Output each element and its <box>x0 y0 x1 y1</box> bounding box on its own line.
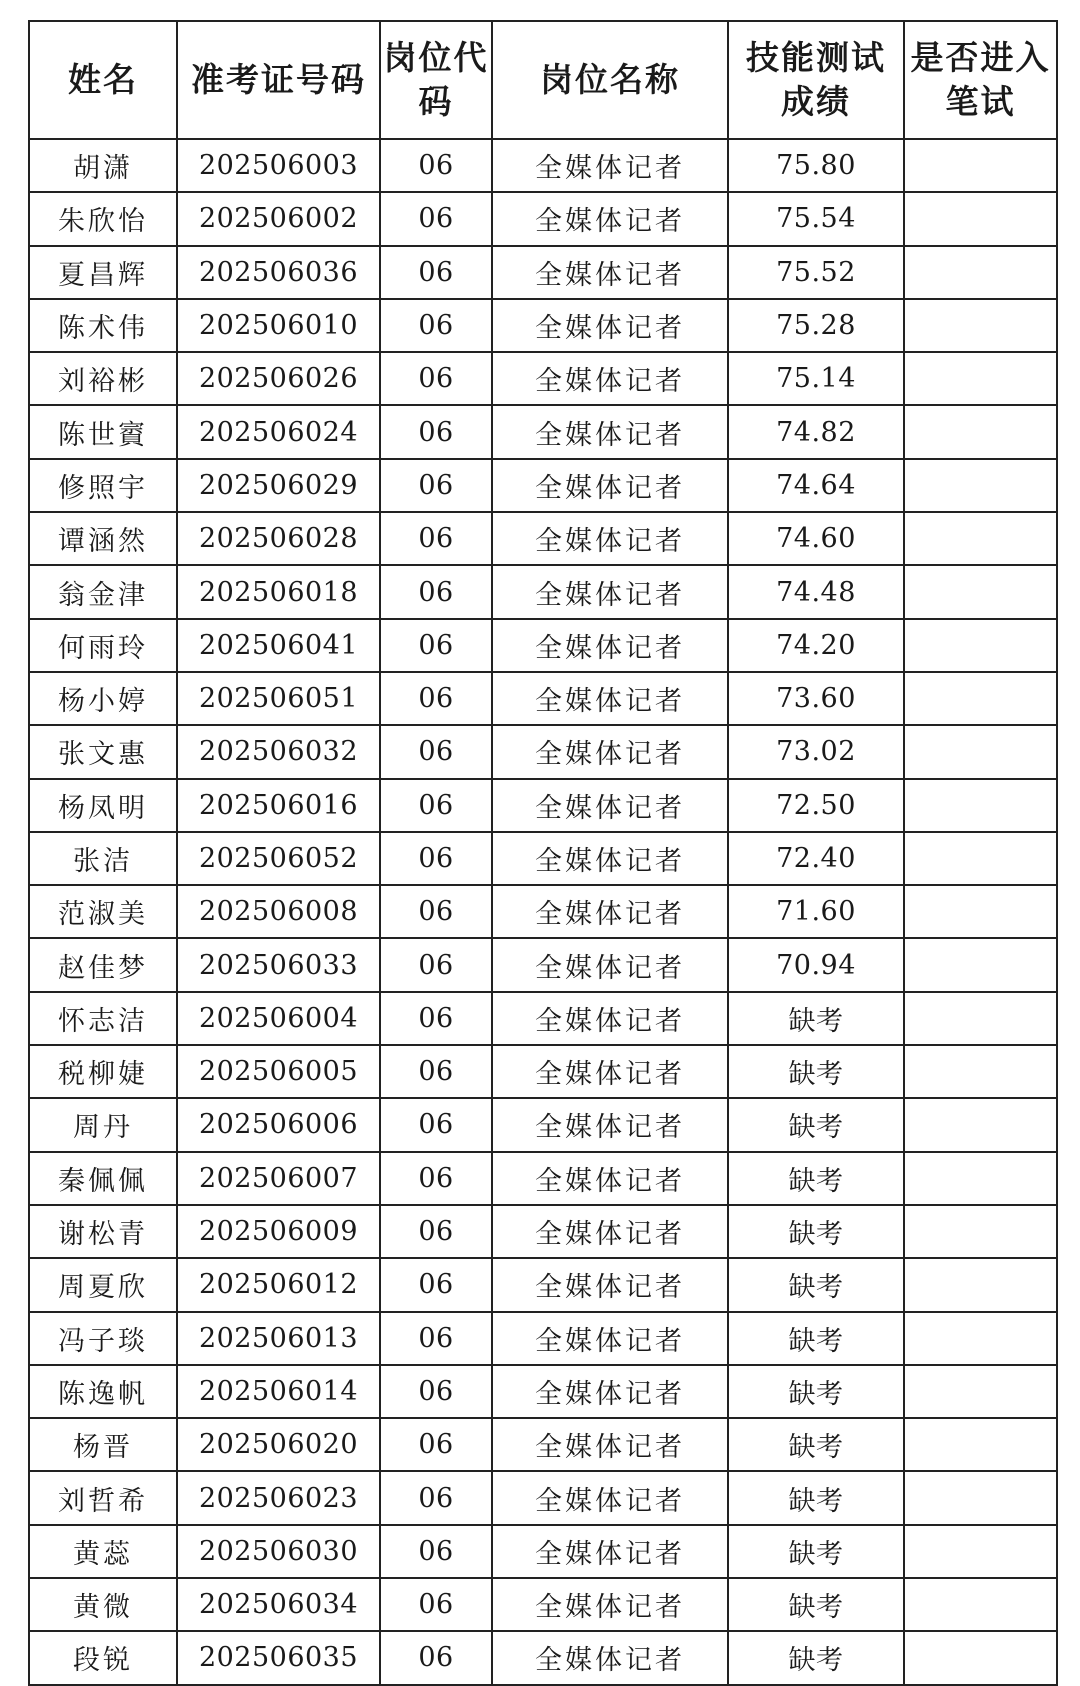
table-row <box>29 619 1057 672</box>
cell-written-exam <box>904 1631 1057 1684</box>
cell-name: 周丹 <box>29 1098 177 1151</box>
cell-ticket-number: 202506010 <box>177 299 380 352</box>
header-written-exam: 是否进入笔试 <box>904 21 1057 139</box>
table-row <box>29 672 1057 725</box>
cell-position-name: 全媒体记者 <box>492 1471 728 1524</box>
cell-position-code: 06 <box>380 1312 492 1365</box>
cell-skill-score: 缺考 <box>728 1045 904 1098</box>
cell-position-code: 06 <box>380 1205 492 1258</box>
cell-position-name: 全媒体记者 <box>492 1525 728 1578</box>
header-position-code: 岗位代码 <box>380 21 492 139</box>
cell-ticket-number: 202506028 <box>177 512 380 565</box>
cell-name: 黄蕊 <box>29 1525 177 1578</box>
table-row <box>29 779 1057 832</box>
cell-name: 杨小婷 <box>29 672 177 725</box>
cell-position-code: 06 <box>380 832 492 885</box>
cell-skill-score: 74.60 <box>728 512 904 565</box>
table-body <box>29 139 1057 1685</box>
table-row <box>29 299 1057 352</box>
cell-skill-score: 75.52 <box>728 246 904 299</box>
cell-skill-score: 74.82 <box>728 405 904 458</box>
cell-position-name: 全媒体记者 <box>492 352 728 405</box>
cell-written-exam <box>904 1312 1057 1365</box>
cell-skill-score: 缺考 <box>728 1631 904 1684</box>
cell-position-code: 06 <box>380 352 492 405</box>
table-row <box>29 1365 1057 1418</box>
cell-position-name: 全媒体记者 <box>492 1152 728 1205</box>
cell-position-name: 全媒体记者 <box>492 192 728 245</box>
cell-position-code: 06 <box>380 885 492 938</box>
cell-position-name: 全媒体记者 <box>492 619 728 672</box>
cell-position-code: 06 <box>380 1471 492 1524</box>
cell-name: 谭涵然 <box>29 512 177 565</box>
cell-ticket-number: 202506033 <box>177 938 380 991</box>
cell-name: 张文惠 <box>29 725 177 778</box>
cell-written-exam <box>904 1471 1057 1524</box>
cell-skill-score: 缺考 <box>728 1578 904 1631</box>
cell-position-name: 全媒体记者 <box>492 938 728 991</box>
cell-position-code: 06 <box>380 1578 492 1631</box>
cell-ticket-number: 202506016 <box>177 779 380 832</box>
cell-ticket-number: 202506026 <box>177 352 380 405</box>
cell-written-exam <box>904 246 1057 299</box>
cell-written-exam <box>904 1578 1057 1631</box>
cell-written-exam <box>904 299 1057 352</box>
table-row <box>29 565 1057 618</box>
cell-position-name: 全媒体记者 <box>492 779 728 832</box>
cell-ticket-number: 202506007 <box>177 1152 380 1205</box>
cell-skill-score: 75.80 <box>728 139 904 192</box>
table-row <box>29 139 1057 192</box>
cell-written-exam <box>904 1365 1057 1418</box>
cell-position-code: 06 <box>380 779 492 832</box>
cell-position-name: 全媒体记者 <box>492 299 728 352</box>
table-row <box>29 1152 1057 1205</box>
cell-written-exam <box>904 512 1057 565</box>
cell-position-name: 全媒体记者 <box>492 565 728 618</box>
cell-skill-score: 缺考 <box>728 1258 904 1311</box>
cell-written-exam <box>904 1152 1057 1205</box>
cell-position-name: 全媒体记者 <box>492 832 728 885</box>
cell-ticket-number: 202506005 <box>177 1045 380 1098</box>
table-row <box>29 832 1057 885</box>
cell-position-code: 06 <box>380 1631 492 1684</box>
cell-ticket-number: 202506036 <box>177 246 380 299</box>
table-row <box>29 1525 1057 1578</box>
table-row <box>29 405 1057 458</box>
cell-name: 修照宇 <box>29 459 177 512</box>
cell-skill-score: 缺考 <box>728 992 904 1045</box>
cell-skill-score: 缺考 <box>728 1365 904 1418</box>
cell-name: 刘裕彬 <box>29 352 177 405</box>
cell-written-exam <box>904 779 1057 832</box>
cell-name: 朱欣怡 <box>29 192 177 245</box>
table-row <box>29 1205 1057 1258</box>
cell-written-exam <box>904 405 1057 458</box>
table-row <box>29 192 1057 245</box>
cell-skill-score: 缺考 <box>728 1418 904 1471</box>
cell-ticket-number: 202506012 <box>177 1258 380 1311</box>
cell-written-exam <box>904 1205 1057 1258</box>
cell-position-name: 全媒体记者 <box>492 1578 728 1631</box>
cell-position-code: 06 <box>380 1152 492 1205</box>
cell-name: 胡潇 <box>29 139 177 192</box>
cell-ticket-number: 202506032 <box>177 725 380 778</box>
cell-position-code: 06 <box>380 459 492 512</box>
cell-written-exam <box>904 725 1057 778</box>
cell-ticket-number: 202506018 <box>177 565 380 618</box>
cell-position-name: 全媒体记者 <box>492 405 728 458</box>
table-row <box>29 725 1057 778</box>
cell-name: 陈逸帆 <box>29 1365 177 1418</box>
header-position-name: 岗位名称 <box>492 21 728 139</box>
cell-position-code: 06 <box>380 725 492 778</box>
table-row <box>29 1418 1057 1471</box>
cell-position-code: 06 <box>380 192 492 245</box>
cell-position-name: 全媒体记者 <box>492 512 728 565</box>
cell-position-code: 06 <box>380 1365 492 1418</box>
cell-ticket-number: 202506008 <box>177 885 380 938</box>
cell-name: 杨晋 <box>29 1418 177 1471</box>
cell-skill-score: 72.50 <box>728 779 904 832</box>
cell-name: 秦佩佩 <box>29 1152 177 1205</box>
cell-written-exam <box>904 672 1057 725</box>
cell-skill-score: 缺考 <box>728 1471 904 1524</box>
table-row <box>29 992 1057 1045</box>
table-row <box>29 459 1057 512</box>
cell-ticket-number: 202506030 <box>177 1525 380 1578</box>
cell-written-exam <box>904 459 1057 512</box>
cell-name: 冯子琰 <box>29 1312 177 1365</box>
cell-skill-score: 75.14 <box>728 352 904 405</box>
cell-ticket-number: 202506013 <box>177 1312 380 1365</box>
cell-position-name: 全媒体记者 <box>492 1631 728 1684</box>
cell-position-name: 全媒体记者 <box>492 1365 728 1418</box>
cell-position-code: 06 <box>380 672 492 725</box>
table-row <box>29 1631 1057 1684</box>
cell-position-name: 全媒体记者 <box>492 139 728 192</box>
cell-name: 翁金津 <box>29 565 177 618</box>
cell-name: 杨凤明 <box>29 779 177 832</box>
cell-ticket-number: 202506006 <box>177 1098 380 1151</box>
cell-position-code: 06 <box>380 1258 492 1311</box>
header-ticket-number: 准考证号码 <box>177 21 380 139</box>
table-row <box>29 885 1057 938</box>
cell-written-exam <box>904 1525 1057 1578</box>
cell-skill-score: 73.02 <box>728 725 904 778</box>
cell-position-code: 06 <box>380 139 492 192</box>
cell-name: 税柳婕 <box>29 1045 177 1098</box>
cell-skill-score: 72.40 <box>728 832 904 885</box>
cell-ticket-number: 202506035 <box>177 1631 380 1684</box>
table-row <box>29 1578 1057 1631</box>
table-row <box>29 1045 1057 1098</box>
cell-position-name: 全媒体记者 <box>492 1312 728 1365</box>
cell-ticket-number: 202506029 <box>177 459 380 512</box>
cell-skill-score: 73.60 <box>728 672 904 725</box>
cell-position-name: 全媒体记者 <box>492 1098 728 1151</box>
cell-ticket-number: 202506051 <box>177 672 380 725</box>
table-row <box>29 1258 1057 1311</box>
cell-skill-score: 70.94 <box>728 938 904 991</box>
cell-ticket-number: 202506004 <box>177 992 380 1045</box>
cell-name: 周夏欣 <box>29 1258 177 1311</box>
cell-name: 陈世賨 <box>29 405 177 458</box>
cell-position-code: 06 <box>380 1525 492 1578</box>
cell-skill-score: 75.54 <box>728 192 904 245</box>
cell-position-name: 全媒体记者 <box>492 725 728 778</box>
cell-position-code: 06 <box>380 992 492 1045</box>
cell-written-exam <box>904 139 1057 192</box>
cell-name: 张洁 <box>29 832 177 885</box>
cell-name: 夏昌辉 <box>29 246 177 299</box>
cell-written-exam <box>904 1045 1057 1098</box>
cell-name: 赵佳梦 <box>29 938 177 991</box>
cell-position-name: 全媒体记者 <box>492 1418 728 1471</box>
cell-written-exam <box>904 352 1057 405</box>
table-row <box>29 1471 1057 1524</box>
cell-written-exam <box>904 619 1057 672</box>
table-row <box>29 352 1057 405</box>
cell-written-exam <box>904 1098 1057 1151</box>
cell-name: 何雨玲 <box>29 619 177 672</box>
cell-written-exam <box>904 565 1057 618</box>
cell-position-code: 06 <box>380 512 492 565</box>
cell-position-code: 06 <box>380 619 492 672</box>
cell-position-name: 全媒体记者 <box>492 672 728 725</box>
cell-name: 谢松青 <box>29 1205 177 1258</box>
cell-skill-score: 74.20 <box>728 619 904 672</box>
cell-ticket-number: 202506034 <box>177 1578 380 1631</box>
cell-ticket-number: 202506052 <box>177 832 380 885</box>
header-skill-score: 技能测试成绩 <box>728 21 904 139</box>
cell-written-exam <box>904 192 1057 245</box>
cell-ticket-number: 202506020 <box>177 1418 380 1471</box>
score-table <box>28 20 1058 1686</box>
table-row <box>29 246 1057 299</box>
cell-position-name: 全媒体记者 <box>492 885 728 938</box>
cell-ticket-number: 202506024 <box>177 405 380 458</box>
table-row <box>29 512 1057 565</box>
cell-position-name: 全媒体记者 <box>492 1258 728 1311</box>
header-name: 姓名 <box>29 21 177 139</box>
cell-position-name: 全媒体记者 <box>492 1205 728 1258</box>
cell-skill-score: 缺考 <box>728 1098 904 1151</box>
cell-skill-score: 缺考 <box>728 1152 904 1205</box>
cell-skill-score: 缺考 <box>728 1525 904 1578</box>
header-row <box>29 21 1057 139</box>
cell-skill-score: 75.28 <box>728 299 904 352</box>
cell-position-name: 全媒体记者 <box>492 992 728 1045</box>
cell-position-name: 全媒体记者 <box>492 1045 728 1098</box>
table-row <box>29 1312 1057 1365</box>
cell-position-code: 06 <box>380 246 492 299</box>
cell-skill-score: 71.60 <box>728 885 904 938</box>
table-row <box>29 938 1057 991</box>
cell-position-name: 全媒体记者 <box>492 246 728 299</box>
cell-name: 范淑美 <box>29 885 177 938</box>
cell-written-exam <box>904 938 1057 991</box>
cell-position-code: 06 <box>380 1098 492 1151</box>
cell-position-code: 06 <box>380 299 492 352</box>
cell-position-code: 06 <box>380 405 492 458</box>
cell-ticket-number: 202506014 <box>177 1365 380 1418</box>
cell-position-name: 全媒体记者 <box>492 459 728 512</box>
table-row <box>29 1098 1057 1151</box>
cell-position-code: 06 <box>380 1045 492 1098</box>
cell-ticket-number: 202506023 <box>177 1471 380 1524</box>
cell-skill-score: 74.48 <box>728 565 904 618</box>
cell-name: 刘哲希 <box>29 1471 177 1524</box>
cell-ticket-number: 202506003 <box>177 139 380 192</box>
cell-name: 怀志洁 <box>29 992 177 1045</box>
cell-name: 黄微 <box>29 1578 177 1631</box>
cell-written-exam <box>904 992 1057 1045</box>
cell-written-exam <box>904 832 1057 885</box>
cell-written-exam <box>904 885 1057 938</box>
cell-skill-score: 缺考 <box>728 1312 904 1365</box>
cell-ticket-number: 202506041 <box>177 619 380 672</box>
cell-name: 陈术伟 <box>29 299 177 352</box>
cell-position-code: 06 <box>380 565 492 618</box>
cell-written-exam <box>904 1258 1057 1311</box>
cell-skill-score: 缺考 <box>728 1205 904 1258</box>
cell-skill-score: 74.64 <box>728 459 904 512</box>
cell-ticket-number: 202506009 <box>177 1205 380 1258</box>
cell-position-code: 06 <box>380 1418 492 1471</box>
cell-position-code: 06 <box>380 938 492 991</box>
cell-ticket-number: 202506002 <box>177 192 380 245</box>
cell-name: 段锐 <box>29 1631 177 1684</box>
cell-written-exam <box>904 1418 1057 1471</box>
